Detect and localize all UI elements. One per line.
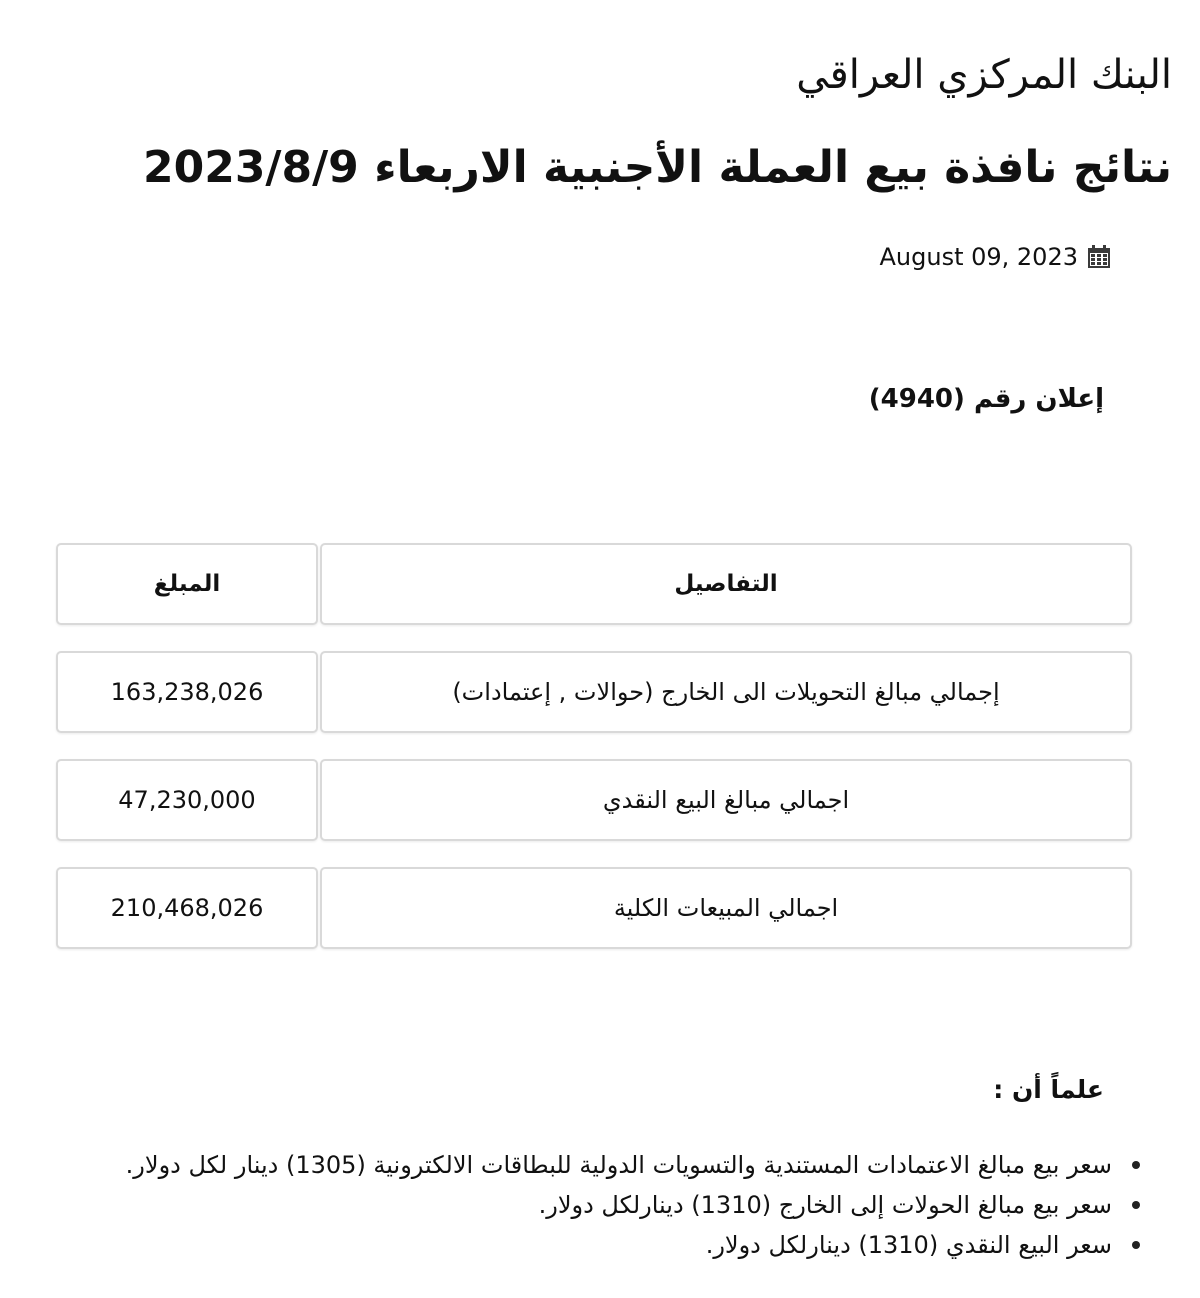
header-details: التفاصيل xyxy=(320,543,1132,625)
table-header-row xyxy=(56,543,1134,629)
note-text: سعر بيع مبالغ الحولات إلى الخارج (1310) دينارلكل دولار. xyxy=(538,1191,1112,1219)
row-amount: 210,468,026 xyxy=(56,867,318,949)
bullet-icon xyxy=(1132,1161,1140,1169)
calendar-icon xyxy=(1086,244,1112,270)
page-title: نتائج نافذة بيع العملة الأجنبية الاربعاء 2023/8/9 xyxy=(142,142,1172,193)
table-row xyxy=(56,759,1134,845)
row-details: اجمالي مبالغ البيع النقدي xyxy=(320,759,1132,841)
note-text: سعر بيع مبالغ الاعتمادات المستندية والتسويات الدولية للبطاقات الالكترونية (1305) دينار لكل دولار. xyxy=(125,1151,1112,1179)
announcement-number: إعلان رقم (4940) xyxy=(868,384,1104,414)
publish-date xyxy=(880,243,1113,271)
row-amount: 47,230,000 xyxy=(56,759,318,841)
bullet-icon xyxy=(1132,1241,1140,1249)
row-details: اجمالي المبيعات الكلية xyxy=(320,867,1132,949)
header-amount: المبلغ xyxy=(56,543,318,625)
notes-list xyxy=(40,1145,1160,1265)
list-item xyxy=(40,1225,1160,1265)
row-amount: 163,238,026 xyxy=(56,651,318,733)
row-details: إجمالي مبالغ التحويلات الى الخارج (حوالات , إعتمادات) xyxy=(320,651,1132,733)
table-row xyxy=(56,651,1134,737)
organization-name: البنك المركزي العراقي xyxy=(796,52,1172,98)
table-row xyxy=(56,867,1134,953)
sales-results-table xyxy=(56,543,1134,975)
date-text: August 09, 2023 xyxy=(879,243,1078,271)
list-item xyxy=(40,1185,1160,1225)
note-text: سعر البيع النقدي (1310) دينارلكل دولار. xyxy=(705,1231,1112,1259)
list-item xyxy=(40,1145,1160,1185)
notes-title: علماً أن : xyxy=(993,1075,1104,1104)
bullet-icon xyxy=(1132,1201,1140,1209)
